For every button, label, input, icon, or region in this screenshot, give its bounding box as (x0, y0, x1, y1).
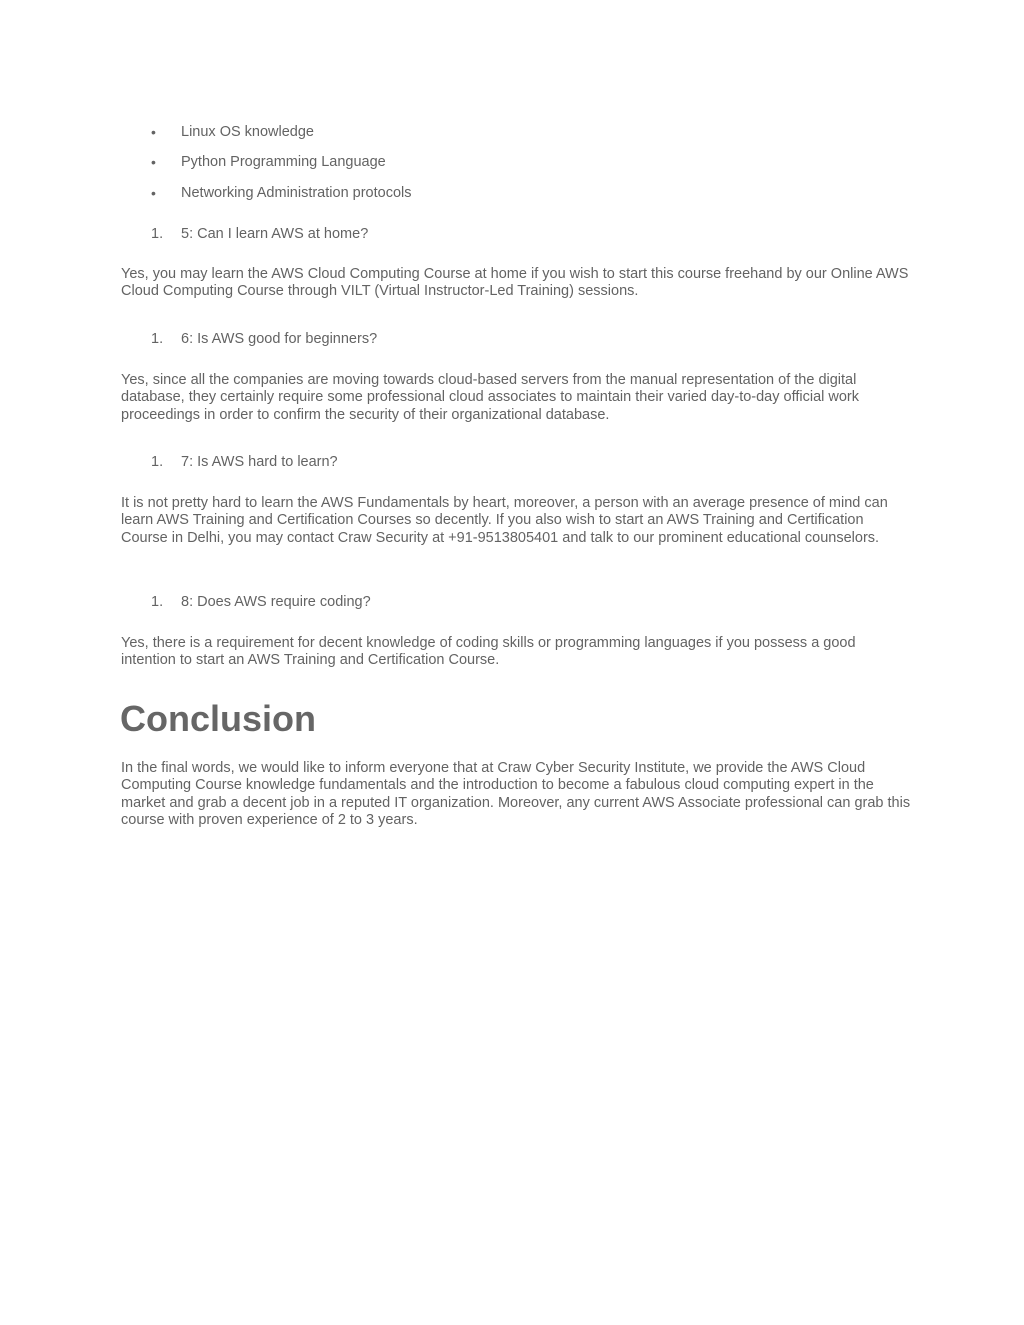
faq-answer: Yes, there is a requirement for decent knowledge of coding skills or programming languages if you possess a good intention to start an AWS Training and Certification Course. (121, 635, 856, 669)
question-text: 5: Can I learn AWS at home? (181, 226, 369, 242)
question-text: 8: Does AWS require coding? (181, 594, 371, 610)
bullet-marker: • (151, 154, 156, 170)
bullet-item (0, 153, 1024, 171)
list-number: 1. (151, 594, 164, 610)
conclusion-body: In the final words, we would like to inform everyone that at Craw Cyber Security Institute, we provide the AWS Cloud Computing Course knowledge fundamentals and the introduction to become a fabulous cloud computing expert in the market and grab a decent job in a reputed IT organization. Moreover, any current AWS Associate professional can grab this course with proven experience of 2 to 3 years. (121, 760, 911, 828)
list-number: 1. (151, 226, 164, 242)
faq-answer: It is not pretty hard to learn the AWS Fundamentals by heart, moreover, a person with an average presence of mind can learn AWS Training and Certification Courses so decently. If you also wish to start an AWS Training and Certification Course in Delhi, you may contact Craw Security at +91-9513805401 and talk to our prominent educational counselors. (121, 495, 888, 546)
faq-question (0, 330, 1024, 348)
faq-question (0, 225, 1024, 243)
bullet-text: Python Programming Language (181, 154, 386, 170)
bullet-text: Networking Administration protocols (181, 185, 412, 201)
question-text: 6: Is AWS good for beginners? (181, 331, 378, 347)
list-number: 1. (151, 454, 164, 470)
bullet-marker: • (151, 124, 156, 140)
bullet-item (0, 123, 1024, 141)
bullet-item (0, 184, 1024, 202)
bullet-marker: • (151, 185, 156, 201)
bullet-text: Linux OS knowledge (181, 124, 314, 140)
question-text: 7: Is AWS hard to learn? (181, 454, 338, 470)
faq-answer: Yes, you may learn the AWS Cloud Computing Course at home if you wish to start this course freehand by our Online AWS Cloud Computing Course through VILT (Virtual Instructor-Led Training) sessions. (121, 266, 909, 300)
conclusion-heading: Conclusion (120, 698, 316, 739)
faq-question (0, 453, 1024, 471)
list-number: 1. (151, 331, 164, 347)
faq-question (0, 593, 1024, 611)
faq-answer: Yes, since all the companies are moving towards cloud-based servers from the manual representation of the digital database, they certainly require some professional cloud associates to maintain their varied day-to-day official work proceedings in order to confirm the security of their organizational database. (121, 372, 859, 423)
